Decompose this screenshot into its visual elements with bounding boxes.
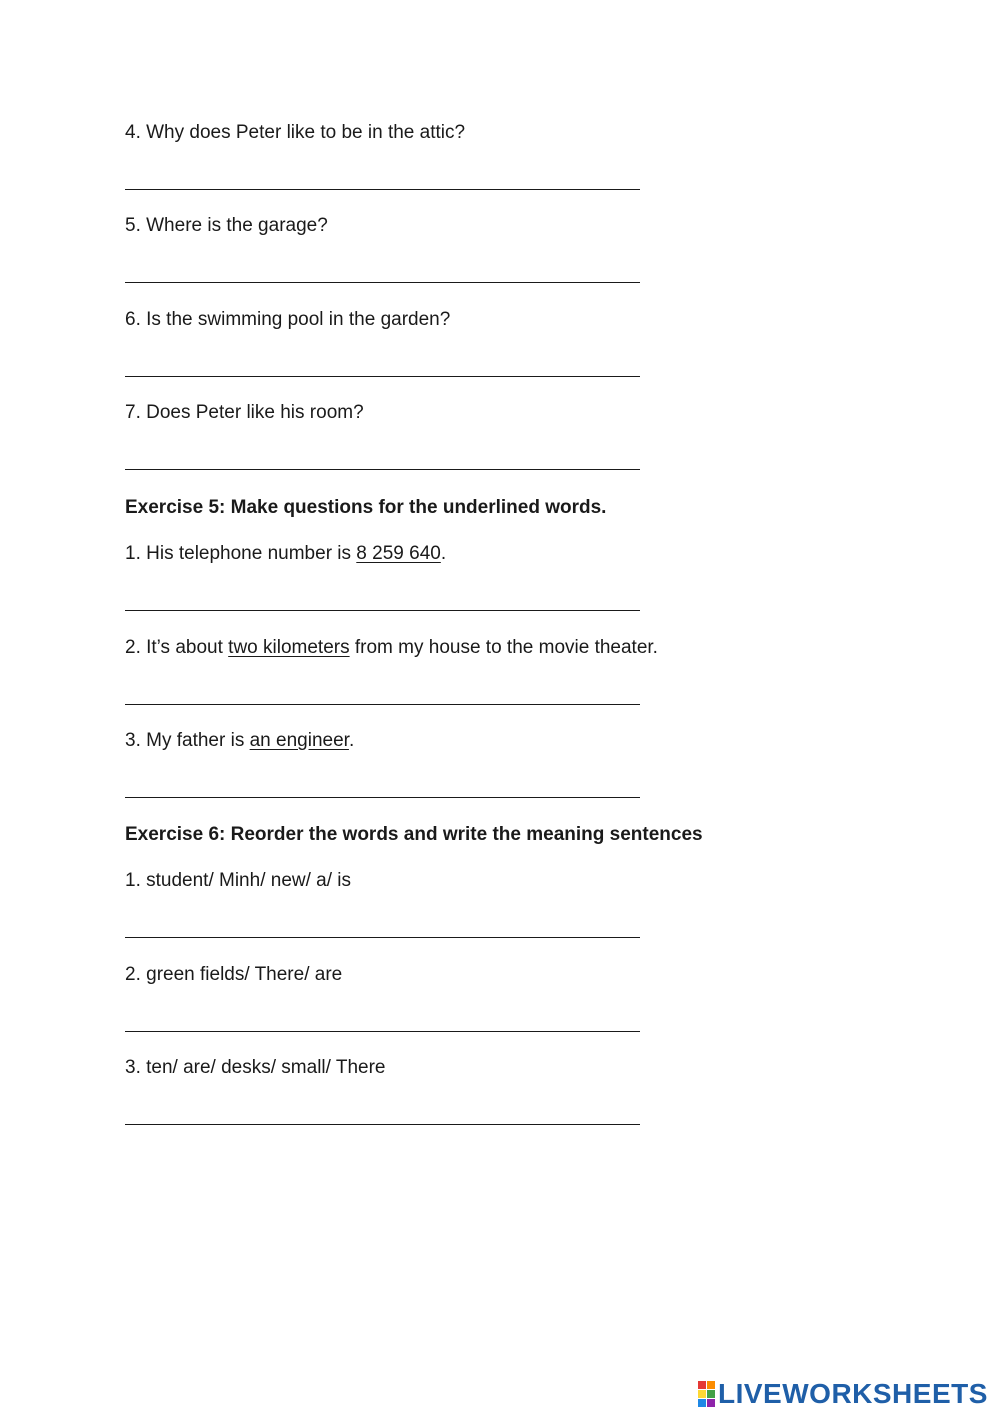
answer-line[interactable] bbox=[125, 937, 640, 938]
exercise-6-item-1: 1. student/ Minh/ new/ a/ is bbox=[125, 870, 352, 891]
underlined-phrase: an engineer bbox=[249, 730, 349, 751]
item-text-after: from my house to the movie theater. bbox=[349, 637, 658, 658]
underlined-phrase: 8 259 640 bbox=[356, 543, 441, 564]
item-text-before: 1. His telephone number is bbox=[125, 543, 357, 564]
underlined-phrase: two kilometers bbox=[228, 637, 350, 658]
question-4: 4. Why does Peter like to be in the attic? bbox=[125, 122, 466, 143]
exercise-6-title: Exercise 6: Reorder the words and write the meaning sentences bbox=[125, 824, 703, 845]
logo-block bbox=[698, 1381, 706, 1389]
exercise-5-title: Exercise 5: Make questions for the underlined words. bbox=[125, 497, 607, 518]
answer-line[interactable] bbox=[125, 376, 640, 377]
answer-line[interactable] bbox=[125, 610, 640, 611]
logo-block bbox=[698, 1390, 706, 1398]
logo-block bbox=[707, 1381, 715, 1389]
exercise-6-item-3: 3. ten/ are/ desks/ small/ There bbox=[125, 1057, 386, 1078]
answer-line[interactable] bbox=[125, 189, 640, 190]
question-5: 5. Where is the garage? bbox=[125, 215, 328, 236]
logo-block bbox=[698, 1399, 706, 1407]
exercise-5-item-2 bbox=[125, 636, 658, 660]
exercise-5-item-1 bbox=[125, 542, 446, 566]
answer-line[interactable] bbox=[125, 282, 640, 283]
logo-block bbox=[707, 1399, 715, 1407]
answer-line[interactable] bbox=[125, 1124, 640, 1125]
logo-blocks-icon bbox=[698, 1381, 715, 1407]
question-7: 7. Does Peter like his room? bbox=[125, 402, 364, 423]
exercise-5-item-3 bbox=[125, 729, 354, 753]
item-text-after: . bbox=[348, 730, 355, 751]
item-text-before: 2. It’s about bbox=[125, 637, 229, 658]
exercise-6-item-2: 2. green fields/ There/ are bbox=[125, 964, 343, 985]
answer-line[interactable] bbox=[125, 797, 640, 798]
liveworksheets-logo bbox=[698, 1377, 988, 1411]
logo-block bbox=[707, 1390, 715, 1398]
logo-text: LIVEWORKSHEETS bbox=[718, 1378, 988, 1409]
item-text-after: . bbox=[440, 543, 447, 564]
answer-line[interactable] bbox=[125, 469, 640, 470]
item-text-before: 3. My father is bbox=[125, 730, 250, 751]
question-6: 6. Is the swimming pool in the garden? bbox=[125, 309, 451, 330]
answer-line[interactable] bbox=[125, 1031, 640, 1032]
answer-line[interactable] bbox=[125, 704, 640, 705]
